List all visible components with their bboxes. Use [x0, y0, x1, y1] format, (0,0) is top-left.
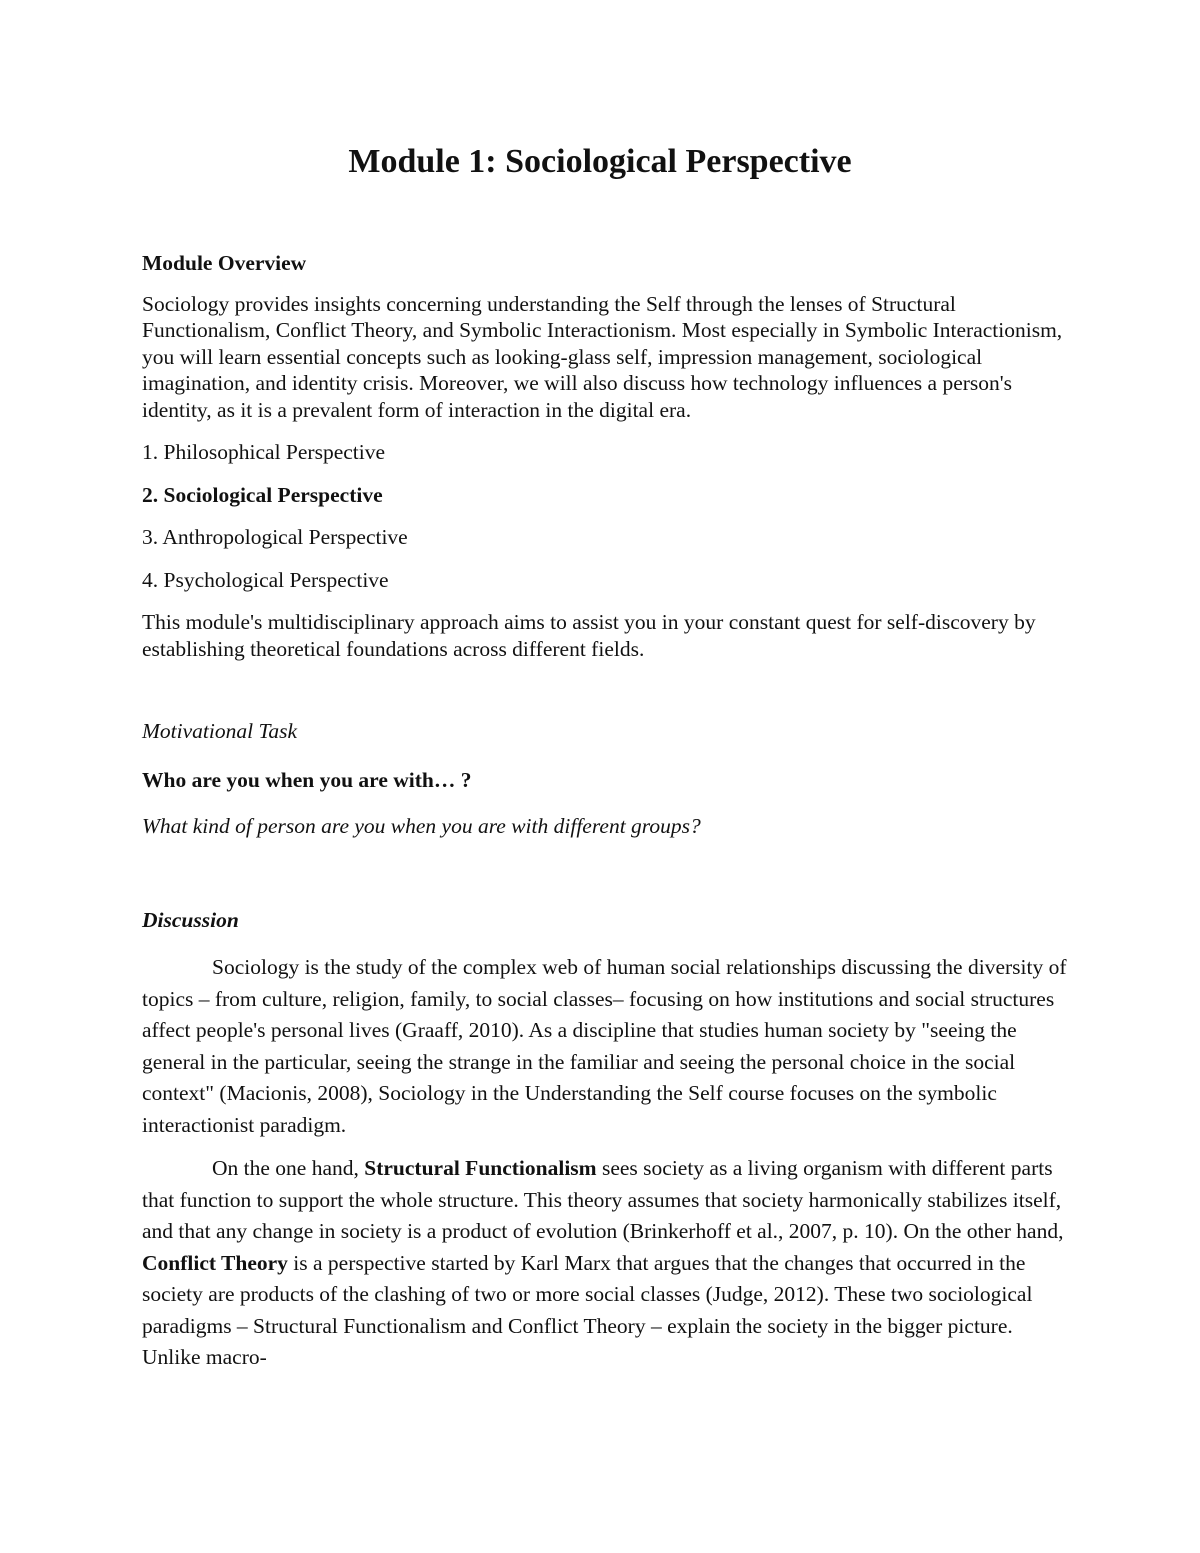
question-subtext: What kind of person are you when you are with different groups? — [142, 814, 701, 838]
discussion-heading: Discussion — [142, 907, 239, 932]
list-item — [142, 439, 1072, 466]
list-item-number: 2. — [142, 482, 164, 507]
document-body — [142, 250, 1072, 1374]
motivational-task-label: Motivational Task — [142, 719, 298, 743]
paragraph-text: is a perspective started by Karl Marx that argues that the changes that occurred in the society are products of the clashing of two or more social classes (Judge, 2012). These two sociological paradigms – Structural Functionalism and Conflict Theory – explain the society in the bigger picture. Unlike macro- — [142, 1250, 1033, 1369]
discussion-paragraph — [142, 1153, 1072, 1374]
list-item-label: Psychological Perspective — [163, 567, 389, 592]
question-heading: Who are you when you are with… ? — [142, 767, 472, 792]
closing-paragraph: This module's multidisciplinary approach aims to assist you in your constant quest for self-discovery by establishing theoretical foundations across different fields. — [142, 610, 1036, 661]
list-item-label: Philosophical Perspective — [163, 440, 386, 464]
list-item — [142, 482, 1072, 509]
key-term: Conflict Theory — [142, 1250, 288, 1275]
discussion-paragraph: Sociology is the study of the complex web of human social relationships discussing the diversity of topics – from culture, religion, family, to social classes– focusing on how institutions and social structures affect people's personal lives (Graaff, 2010). As a discipline that studies human society by "seeing the general in the particular, seeing the strange in the familiar and seeing the personal choice in the social context" (Macionis, 2008), Sociology in the Understanding the Self course focuses on the symbolic interactionist paradigm. — [142, 955, 1067, 1137]
paragraph-text: sees society as a living organism with different parts that function to support the whole structure. This theory assumes that society harmonically stabilizes itself, and that any change in society is a product of evolution (Brinkerhoff et al., 2007, p. 10). On the other hand, — [142, 1156, 1064, 1243]
overview-heading: Module Overview — [142, 251, 307, 275]
overview-paragraph: Sociology provides insights concerning understanding the Self through the lenses of Structural Functionalism, Conflict Theory, and Symbolic Interactionism. Most especially in Symbolic Interactionism, you will learn essential concepts such as looking-glass self, impression management, sociological imagination, and identity crisis. Moreover, we will also discuss how technology influences a person's identity, as it is a prevalent form of interaction in the digital era. — [142, 291, 1063, 422]
list-item — [142, 524, 1072, 551]
key-term: Structural Functionalism — [364, 1156, 597, 1180]
list-item — [142, 567, 1072, 594]
list-item-number: 1. — [142, 440, 164, 464]
page-title: Module 1: Sociological Perspective — [348, 143, 852, 180]
paragraph-text: On the one hand, — [212, 1156, 365, 1180]
list-item-number: 4. — [142, 567, 164, 592]
list-item-label: Sociological Perspective — [163, 482, 383, 507]
list-item-label: Anthropological Perspective — [162, 525, 408, 549]
list-item-number: 3. — [142, 525, 163, 549]
